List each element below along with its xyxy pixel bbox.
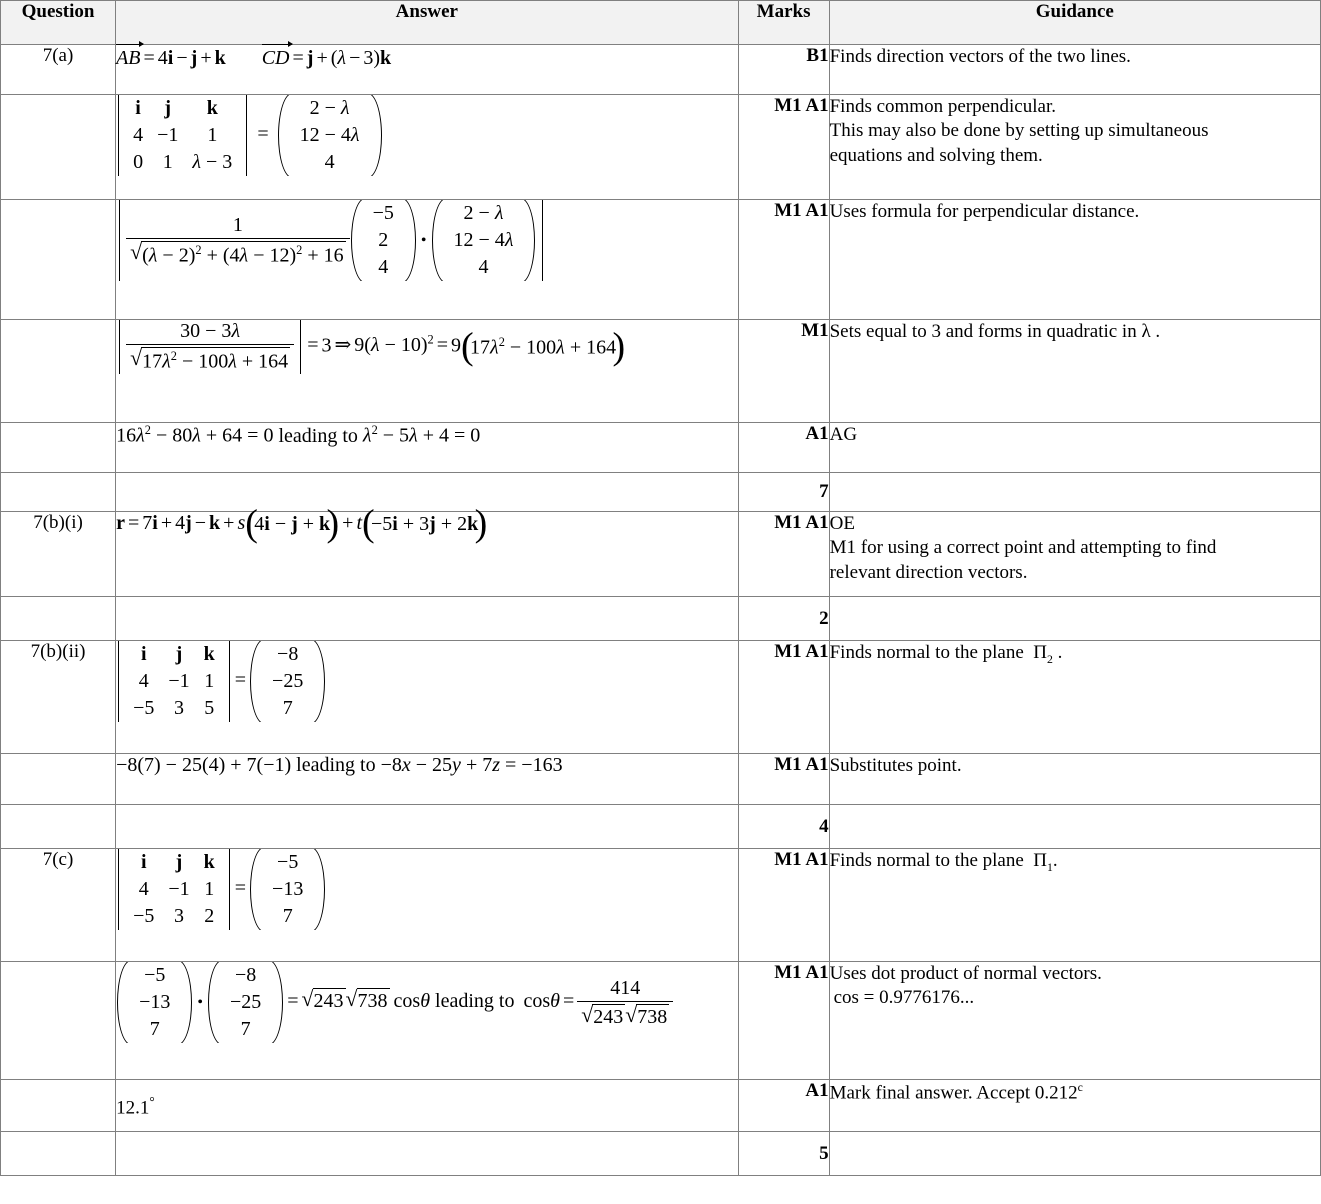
table-row <box>1 45 1321 95</box>
fraction: 30 − 3λ √ $17\lambda^2 - 100\lambda + 164$ <box>126 320 294 374</box>
fraction: 1 √ $(\lambda - 2)^2 + (4\lambda - 12)^2 + 16$ <box>126 214 350 268</box>
guidance-cell <box>829 597 1320 641</box>
marks-cell: B1 <box>738 45 829 95</box>
grouping-parentheses: ( 4i − j + k ) <box>245 513 339 536</box>
marks-total: 5 <box>738 1132 829 1176</box>
question-label <box>1 754 116 805</box>
answer-expression: 30 − 3λ √ $17\lambda^2 - 100\lambda + 164$ = 3 ⇒ $9(\lambda - 10)^2 = 9$ ( $17\lambda^2 - 100\lambda + 164$ ) <box>116 320 625 374</box>
guidance-line: Finds normal to the plane $\Pi_1$. <box>829 850 1058 874</box>
question-label <box>1 473 116 512</box>
table-row <box>1 641 1321 754</box>
column-vector-1: −5 −13 7 <box>116 962 193 1043</box>
answer-expression: i j k 4 −1 1 −5 3 5 = −8 −25 7 <box>116 641 326 722</box>
table-row <box>1 849 1321 962</box>
guidance-line: cos = 0.9776176... <box>833 987 975 1009</box>
guidance-line: Uses dot product of normal vectors. <box>829 963 1102 984</box>
table-row <box>1 754 1321 805</box>
answer-expression: −5 −13 7 • −8 −25 7 = √ 243 √ 738 cosθ leading to cosθ = 414 √ 243 √ 738 <box>116 962 673 1043</box>
marks-total: 4 <box>738 805 829 849</box>
table-row <box>1 320 1321 423</box>
question-label: 7(c) <box>1 849 116 962</box>
square-root: √ 738 <box>625 1004 669 1029</box>
answer-cell <box>116 95 738 200</box>
guidance-line: Finds common perpendicular. <box>829 96 1056 117</box>
column-vector-result: −8 −25 7 <box>249 641 326 722</box>
answer-cell <box>116 805 738 849</box>
determinant: i j k 4 −1 1 −5 3 5 <box>116 641 232 722</box>
question-label <box>1 805 116 849</box>
table-row <box>1 1080 1321 1132</box>
table-row-total <box>1 805 1321 849</box>
guidance-line: relevant direction vectors. <box>829 561 1028 583</box>
answer-cell <box>116 849 738 962</box>
table-row <box>1 962 1321 1080</box>
grouping-parentheses: ( $17\lambda^2 - 100\lambda + 164$ ) <box>461 335 625 360</box>
absolute-value-bars <box>116 200 546 281</box>
table-row-total <box>1 473 1321 512</box>
absolute-value-bars <box>116 320 304 374</box>
table-header-row <box>1 1 1321 45</box>
column-header-answer: Answer <box>116 1 738 45</box>
marks-total: 7 <box>738 473 829 512</box>
guidance-line: equations and solving them. <box>829 144 1043 166</box>
guidance-cell <box>829 805 1320 849</box>
marks-cell: M1 A1 <box>738 95 829 200</box>
answer-expression: i j k 4 −1 1 −5 3 2 = −5 −13 7 <box>116 849 326 930</box>
guidance-line: AG <box>829 424 858 445</box>
guidance-line: Uses formula for perpendicular distance. <box>829 201 1140 222</box>
dot-product-operator: • <box>197 993 203 1011</box>
square-root: √ $(\lambda - 2)^2 + (4\lambda - 12)^2 + 16$ <box>130 241 346 268</box>
column-vector-2: 2 − λ 12 − 4λ 4 <box>431 200 537 281</box>
square-root: √ $17\lambda^2 - 100\lambda + 164$ <box>130 347 290 374</box>
answer-cell <box>116 200 738 320</box>
guidance-line: M1 for using a correct point and attempting to find <box>829 537 1217 559</box>
guidance-cell <box>829 95 1320 200</box>
radian-superscript: c <box>1077 1081 1083 1094</box>
guidance-cell <box>829 320 1320 423</box>
guidance-cell <box>829 849 1320 962</box>
marks-cell: M1 A1 <box>738 849 829 962</box>
column-header-question: Question <box>1 1 116 45</box>
question-label <box>1 320 116 423</box>
guidance-line: Finds direction vectors of the two lines. <box>829 46 1131 67</box>
determinant: i j k 4 −1 1 −5 3 2 <box>116 849 232 930</box>
question-label: 7(b)(i) <box>1 512 116 597</box>
table-row <box>1 200 1321 320</box>
guidance-line: Mark final answer. Accept 0.212$^c$ <box>829 1081 1083 1104</box>
marks-cell: M1 <box>738 320 829 423</box>
dot-product-operator: • <box>420 231 427 249</box>
guidance-line: This may also be done by setting up simultaneous <box>829 120 1209 142</box>
marks-cell: M1 A1 <box>738 512 829 597</box>
answer-cell <box>116 754 738 805</box>
column-vector-result: −5 −13 7 <box>249 849 326 930</box>
column-header-guidance: Guidance <box>829 1 1320 45</box>
answer-cell <box>116 473 738 512</box>
answer-cell <box>116 597 738 641</box>
guidance-line: OE <box>829 513 855 534</box>
guidance-cell <box>829 754 1320 805</box>
answer-cell <box>116 45 738 95</box>
square-root: √ 738 <box>346 988 390 1013</box>
question-label <box>1 200 116 320</box>
answer-cell <box>116 1132 738 1176</box>
degree-symbol: ° <box>149 1094 155 1109</box>
column-vector-result: 2 − λ 12 − 4λ 4 <box>277 95 383 176</box>
column-vector-1: −5 2 4 <box>350 200 417 281</box>
guidance-cell <box>829 1080 1320 1132</box>
table-row <box>1 95 1321 200</box>
determinant: i j k 4 −1 1 0 1 λ − 3 <box>116 95 249 176</box>
answer-expression <box>116 1094 155 1119</box>
guidance-cell <box>829 200 1320 320</box>
question-label <box>1 962 116 1080</box>
answer-cell <box>116 1080 738 1132</box>
answer-cell <box>116 641 738 754</box>
guidance-line: Substitutes point. <box>829 755 962 776</box>
answer-expression: AB = 4i − j + k CD = j + (λ − 3)k <box>116 47 392 69</box>
table-row-total <box>1 597 1321 641</box>
fraction: 414 √ 243 √ 738 <box>577 977 673 1029</box>
question-label: 7(a) <box>1 45 116 95</box>
vector-cd: CD <box>261 47 290 69</box>
marks-cell: M1 A1 <box>738 962 829 1080</box>
question-label <box>1 1080 116 1132</box>
angle-value: 12.1 <box>116 1097 150 1119</box>
square-root: √ 243 <box>581 1004 625 1029</box>
guidance-cell <box>829 512 1320 597</box>
marks-cell: M1 A1 <box>738 754 829 805</box>
answer-expression: i j k 4 −1 1 0 1 λ − 3 = 2 − λ 12 − 4λ 4 <box>116 95 382 176</box>
guidance-cell <box>829 1132 1320 1176</box>
table-row <box>1 423 1321 473</box>
guidance-cell <box>829 962 1320 1080</box>
marks-total: 2 <box>738 597 829 641</box>
marks-cell: M1 A1 <box>738 641 829 754</box>
question-label <box>1 95 116 200</box>
guidance-cell <box>829 641 1320 754</box>
table-row-total <box>1 1132 1321 1176</box>
question-label <box>1 1132 116 1176</box>
marks-cell: A1 <box>738 423 829 473</box>
square-root: √ 243 <box>302 988 346 1013</box>
table-row <box>1 512 1321 597</box>
grouping-parentheses: ( −5i + 3j + 2k ) <box>362 513 487 536</box>
question-label <box>1 597 116 641</box>
question-label <box>1 423 116 473</box>
guidance-cell <box>829 45 1320 95</box>
answer-expression: $16\lambda^2 - 80\lambda + 64 = 0$ leading to $\lambda^2 - 5\lambda + 4 = 0$ <box>116 423 481 447</box>
guidance-cell <box>829 423 1320 473</box>
column-header-marks: Marks <box>738 1 829 45</box>
answer-expression: r = 7i + 4j − k + s ( 4i − j + k ) + t ( −5i + 3j + 2k ) <box>116 512 487 536</box>
answer-cell <box>116 512 738 597</box>
answer-cell <box>116 320 738 423</box>
question-label: 7(b)(ii) <box>1 641 116 754</box>
answer-cell <box>116 423 738 473</box>
column-vector-2: −8 −25 7 <box>207 962 284 1043</box>
answer-expression: −8(7) − 25(4) + 7(−1) leading to −8x − 25y + 7z = −163 <box>116 754 563 776</box>
guidance-cell <box>829 473 1320 512</box>
guidance-line: Finds normal to the plane $\Pi_2$ . <box>829 642 1063 666</box>
marks-cell: M1 A1 <box>738 200 829 320</box>
vector-ab: AB <box>116 47 141 69</box>
guidance-line: Sets equal to 3 and forms in quadratic in λ . <box>829 321 1161 342</box>
answer-expression <box>116 200 546 281</box>
marks-cell: A1 <box>738 1080 829 1132</box>
answer-cell <box>116 962 738 1080</box>
